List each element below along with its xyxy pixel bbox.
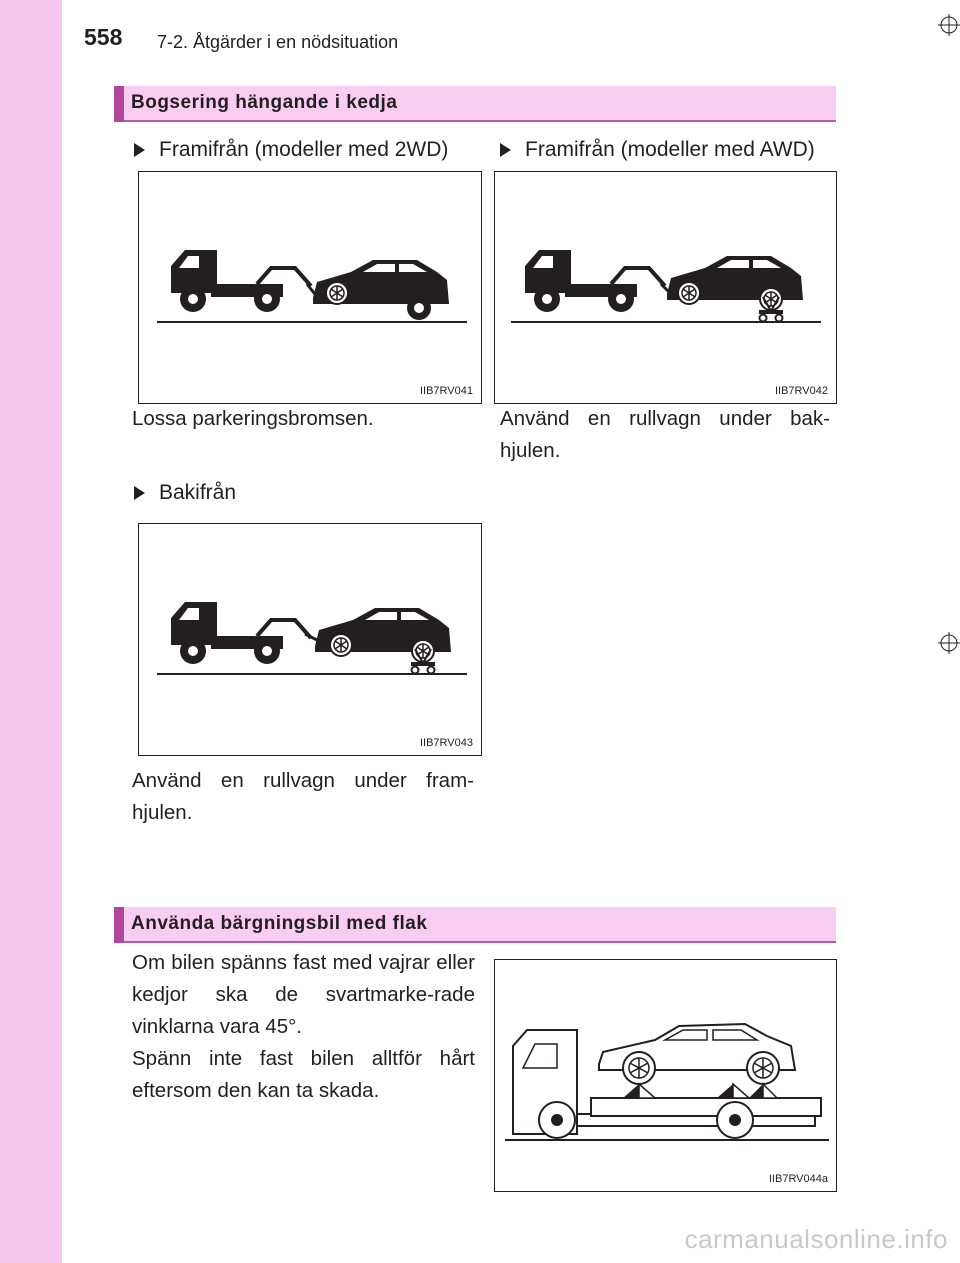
section-heading-chain-towing bbox=[114, 86, 836, 122]
caption-front-awd bbox=[500, 138, 815, 162]
flatbed-paragraph-2: Spänn inte fast bilen alltför hårt eftersom den kan ta skada. bbox=[132, 1047, 475, 1102]
caption-front-2wd bbox=[134, 138, 448, 162]
page-number: 558 bbox=[84, 24, 123, 50]
section-heading-flatbed bbox=[114, 907, 836, 943]
towing-2wd-illustration bbox=[139, 172, 483, 405]
figure-code: IIB7RV043 bbox=[419, 737, 473, 749]
caption-text: Framifrån (modeller med 2WD) bbox=[159, 138, 449, 161]
instruction-awd: Använd en rullvagn under bak-hjulen. bbox=[500, 407, 830, 462]
figure-code: IIB7RV042 bbox=[774, 385, 828, 397]
section-title: Bogsering hängande i kedja bbox=[131, 92, 398, 113]
figure-rear bbox=[138, 523, 482, 756]
page-edge-tab bbox=[0, 0, 62, 1263]
figure-flatbed bbox=[494, 959, 837, 1192]
caption-rear bbox=[134, 481, 236, 505]
instruction-rear: Använd en rullvagn under fram-hjulen. bbox=[132, 769, 474, 824]
towing-rear-illustration bbox=[139, 524, 483, 757]
registration-mark-icon bbox=[938, 632, 960, 654]
watermark: carmanualsonline.info bbox=[684, 1224, 948, 1254]
figure-code: IIB7RV041 bbox=[419, 385, 473, 397]
flatbed-paragraph-1: Om bilen spänns fast med vajrar eller kedjor ska de svartmarke-rade vinklarna vara 45°. bbox=[132, 951, 475, 1038]
bullet-triangle-icon bbox=[134, 486, 145, 500]
instruction-2wd: Lossa parkeringsbromsen. bbox=[132, 407, 374, 430]
bullet-triangle-icon bbox=[134, 143, 145, 157]
bullet-triangle-icon bbox=[500, 143, 511, 157]
figure-front-awd bbox=[494, 171, 837, 404]
registration-mark-icon bbox=[938, 14, 960, 36]
flatbed-illustration bbox=[495, 960, 838, 1193]
towing-awd-illustration bbox=[495, 172, 838, 405]
figure-code: IIB7RV044a bbox=[768, 1173, 828, 1185]
caption-text: Framifrån (modeller med AWD) bbox=[525, 138, 815, 161]
caption-text: Bakifrån bbox=[159, 481, 237, 504]
running-head: 7-2. Åtgärder i en nödsituation bbox=[157, 32, 399, 52]
section-title: Använda bärgningsbil med flak bbox=[131, 913, 428, 934]
figure-front-2wd bbox=[138, 171, 482, 404]
